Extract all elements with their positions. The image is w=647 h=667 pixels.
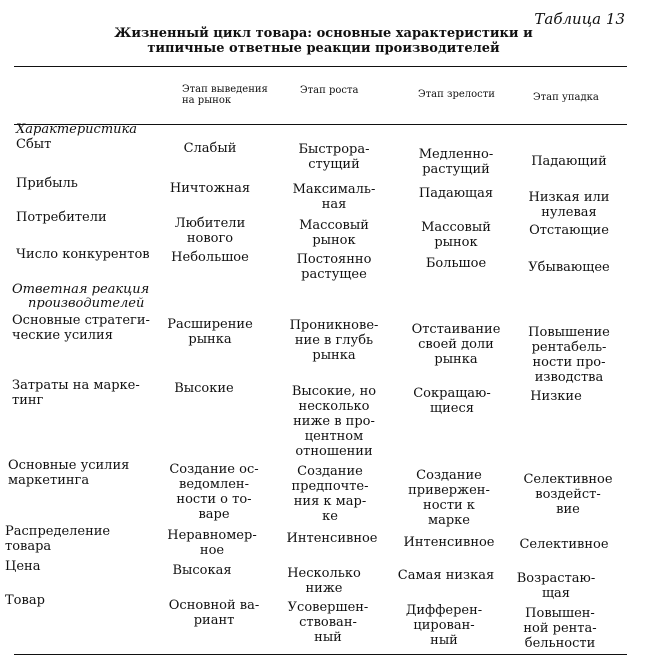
bottom-rule (14, 654, 627, 655)
header-intro-line1: Этап выведения (182, 84, 268, 95)
row-distribution-maturity: Интенсивное (403, 535, 495, 550)
row-marketing-effort-intro: Создание ос- ведомлен- ности о то- варе (169, 462, 259, 522)
row-product-intro: Основной ва- риант (168, 598, 260, 628)
table-title (0, 26, 647, 56)
section-characteristics: Характеристика (16, 122, 138, 137)
row-competitors-decline: Убывающее (528, 260, 610, 275)
row-marketing-cost-maturity: Сокращаю- щиеся (413, 386, 491, 416)
row-price-intro: Высокая (172, 563, 232, 578)
row-profit-label: Прибыль (16, 176, 78, 191)
row-profit-growth: Максималь- ная (292, 182, 376, 212)
row-competitors-growth: Постоянно растущее (296, 252, 372, 282)
row-product-label: Товар (5, 593, 45, 608)
top-rule (14, 66, 627, 67)
row-marketing-effort-decline: Селективное воздейст- вие (523, 472, 613, 517)
row-strategy-label: Основные стратеги- ческие усилия (12, 313, 150, 343)
table-title-line2: типичные ответные реакции производителей (147, 41, 500, 56)
row-profit-decline: Низкая или нулевая (528, 190, 610, 220)
row-competitors-intro: Небольшое (171, 250, 249, 265)
row-strategy-growth: Проникнове- ние в глубь рынка (289, 318, 379, 363)
row-consumers-intro: Любители нового (174, 216, 246, 246)
row-sales-maturity: Медленно- растущий (418, 147, 494, 177)
row-distribution-growth: Интенсивное (286, 531, 378, 546)
section-response (12, 283, 149, 311)
row-strategy-intro: Расширение рынка (167, 317, 253, 347)
row-strategy-maturity: Отстаивание своей доли рынка (411, 322, 501, 367)
row-sales-label: Сбыт (16, 137, 52, 152)
row-marketing-effort-label: Основные усилия маркетинга (8, 458, 130, 488)
row-consumers-decline: Отстающие (529, 223, 609, 238)
header-growth: Этап роста (300, 85, 359, 96)
row-profit-maturity: Падающая (418, 186, 494, 201)
table-title-line1: Жизненный цикл товара: основные характеристики и (114, 26, 533, 41)
row-consumers-label: Потребители (16, 210, 107, 225)
section-response-line2: производителей (28, 296, 145, 311)
row-price-decline: Возрастаю- щая (516, 571, 596, 601)
table-label: Таблица 13 (534, 10, 625, 28)
row-marketing-cost-intro: Высокие (174, 381, 234, 396)
header-maturity: Этап зрелости (418, 89, 495, 100)
row-sales-decline: Падающий (531, 154, 607, 169)
row-strategy-decline: Повышение рентабель- ности про- изводства (528, 325, 610, 385)
row-marketing-cost-decline: Низкие (530, 389, 582, 404)
row-marketing-cost-growth: Высокие, но несколько ниже в про- центном отношении (291, 384, 377, 459)
row-consumers-maturity: Массовый рынок (421, 220, 491, 250)
row-distribution-label: Распределение товара (5, 524, 111, 554)
row-marketing-cost-label: Затраты на марке- тинг (12, 378, 140, 408)
header-intro-line2: на рынок (182, 95, 232, 106)
row-consumers-growth: Массовый рынок (299, 218, 369, 248)
row-marketing-effort-growth: Создание предпочте- ния к мар- ке (291, 464, 369, 524)
row-price-maturity: Самая низкая (397, 568, 495, 583)
section-response-line1: Ответная реакция (12, 282, 150, 297)
row-sales-intro: Слабый (183, 141, 237, 156)
row-product-decline: Повышен- ной рента- бельности (523, 606, 597, 651)
row-distribution-decline: Селективное (519, 537, 609, 552)
row-product-maturity: Дифферен- цирован- ный (405, 603, 483, 648)
header-intro (182, 84, 268, 106)
row-competitors-label: Число конкурентов (16, 247, 150, 262)
row-marketing-effort-maturity: Создание привержен- ности к марке (408, 468, 490, 528)
header-decline: Этап упадка (533, 92, 599, 103)
row-price-growth: Несколько ниже (287, 566, 361, 596)
row-competitors-maturity: Большое (425, 256, 487, 271)
row-profit-intro: Ничтожная (169, 181, 251, 196)
row-product-growth: Усовершен- ствован- ный (287, 600, 369, 645)
row-distribution-intro: Неравномер- ное (167, 528, 257, 558)
row-price-label: Цена (5, 559, 41, 574)
row-sales-growth: Быстрора- стущий (298, 142, 370, 172)
